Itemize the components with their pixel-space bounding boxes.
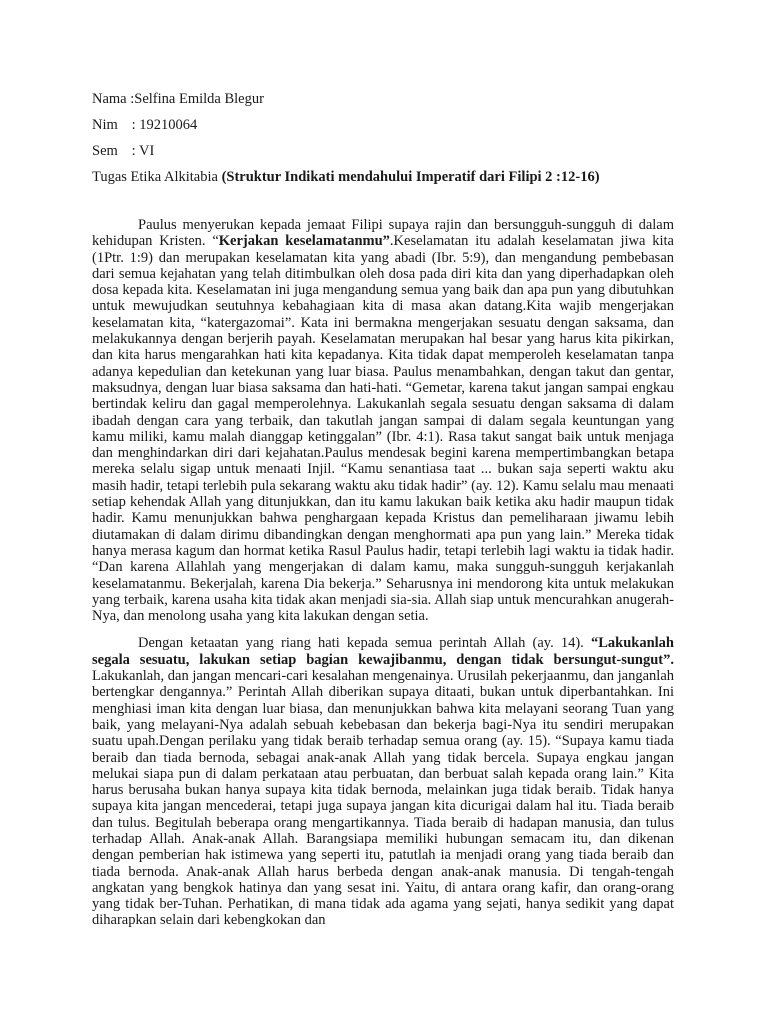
nim-label: Nim: [92, 117, 118, 133]
semester-line: [92, 138, 682, 164]
name-value: Selfina Emilda Blegur: [134, 91, 264, 107]
paragraph-2: [92, 635, 674, 928]
name-line: [92, 86, 682, 112]
assignment-prefix: Tugas Etika Alkitabia: [92, 169, 222, 185]
paragraph-2-text-a: Dengan ketaatan yang riang hati kepada semua perintah Allah (ay. 14).: [138, 635, 591, 652]
paragraph-1: [92, 217, 674, 624]
assignment-title-line: [92, 164, 682, 190]
name-label: Nama :: [92, 91, 135, 107]
nim-line: [92, 112, 682, 138]
paragraph-1-text-a: Paulus menyerukan kepada jemaat Filipi supaya rajin dan bersungguh-sungguh di dalam kehidupan Kristen. “: [92, 217, 674, 250]
nim-value: : 19210064: [128, 117, 198, 133]
paragraph-2-text-b: Lakukanlah, dan jangan mencari-cari kesalahan mengenainya. Urusilah pekerjaanmu, dan janganlah bertengkar dengannya.” Perintah Allah diberikan supaya ditaati, bukan untuk diperbantahkan. Ini menghiasi iman kita dengan luar biasa, dan menunjukkan bahwa kita melayani seorang Tuan yang baik, yang melayani-Nya adalah sebuah kebebasan dan bekerja bagi-Nya itu sendiri merupakan suatu upah.Dengan perilaku yang tidak beraib terhadap semua orang (ay. 15). “Supaya kamu tiada beraib dan tiada bernoda, sebagai anak-anak Allah yang tidak bercela. Supaya engkau jangan melukai siapa pun di dalam perkataan atau perbuatan, dan berbuat salah kepada orang lain.” Kita harus berusaha bukan hanya supaya kita tidak bernoda, melainkan juga tidak beraib. Tidak hanya supaya kita jangan mencederai, tetapi juga supaya jangan kita dicurigai dalam hal itu. Tiada beraib dan tulus. Begitulah beberapa orang mengartikannya. Tiada beraib di hadapan manusia, dan tulus terhadap Allah. Anak-anak Allah. Barangsiapa memiliki hubungan semacam itu, dan dikenan dengan pemberian hak istimewa yang seperti itu, patutlah ia menjadi orang yang tiada beraib dan tiada bernoda. Anak-anak Allah harus berbeda dengan anak-anak manusia. Di tengah-tengah angkatan yang bengkok hatinya dan yang sesat ini. Yaitu, di antara orang kafir, dan orang-orang yang tidak ber-Tuhan. Perhatikan, di mana tidak ada agama yang sejati, hanya sedikit yang dapat diharapkan selain dari kebengkokan dan: [92, 668, 674, 929]
paragraph-2-bold: “Lakukanlah segala sesuatu, lakukan setiap bagian kewajibanmu, dengan tidak bersungut-sungut”.: [92, 635, 674, 668]
student-info-header: [92, 86, 682, 190]
paragraph-1-text-b: .Keselamatan itu adalah keselamatan jiwa kita (1Ptr. 1:9) dan merupakan keselamatan kita yang abadi (Ibr. 5:9), dan mengandung pembebasan dari semua kejahatan yang telah ditimbulkan oleh dosa pada diri kita dan yang diperhadapkan oleh dosa kepada kita. Keselamatan ini juga mengandung semua yang baik dan apa pun yang dibutuhkan untuk mewujudkan seutuhnya kebahagiaan kita di masa akan datang.Kita wajib mengerjakan keselamatan kita, “katergazomai”. Kata ini bermakna mengerjakan sesuatu dengan saksama, dan melakukannya dengan berjerih payah. Keselamatan merupakan hal besar yang harus kita pikirkan, dan kita harus mengarahkan hati kita kepadanya. Kita tidak dapat memperoleh keselamatan tanpa adanya kepedulian dan ketekunan yang luar biasa. Paulus menambahkan, dengan takut dan gentar, maksudnya, dengan luar biasa saksama dan hati-hati. “Gemetar, karena takut jangan sampai engkau bertindak keliru dan gagal memperolehnya. Lakukanlah segala sesuatu dengan saksama di dalam ibadah dengan cara yang terbaik, dan takutlah jangan sampai di dalam segala keuntungan yang kamu miliki, kamu malah dianggap ketinggalan” (Ibr. 4:1). Rasa takut sangat baik untuk menjaga dan menghindarkan diri dari kejahatan.Paulus mendesak begini karena mempertimbangkan betapa mereka selalu sigap untuk menaati Injil. “Kamu senantiasa taat ... bukan saja seperti waktu aku masih hadir, tetapi terlebih pula sekarang waktu aku tidak hadir” (ay. 12). Kamu selalu mau menaati setiap kehendak Allah yang ditunjukkan, dan itu kamu lakukan baik ketika aku hadir maupun tidak hadir. Kamu menunjukkan bahwa penghargaan kepada Kristus dan pemeliharaan jiwamu lebih diutamakan di dalam dirimu dibandingkan dengan menghormati apa pun yang lain.” Mereka tidak hanya merasa kagum dan hormat ketika Rasul Paulus hadir, tetapi terlebih lagi waktu ia tidak hadir. “Dan karena Allahlah yang mengerjakan di dalam kamu, maka sungguh-sungguh kerjakanlah keselamatanmu. Bekerjalah, karena Dia bekerja.” Seharusnya ini mendorong kita untuk melakukan yang terbaik, karena usaha kita tidak akan menjadi sia-sia. Allah siap untuk mencurahkan anugerah-Nya, dan menolong usaha yang kita lakukan dengan setia.: [92, 233, 674, 625]
semester-value: : VI: [128, 143, 155, 159]
assignment-title: (Struktur Indikati mendahului Imperatif dari Filipi 2 :12-16): [221, 169, 600, 185]
paragraph-1-bold: Kerjakan keselamatanmu”: [218, 233, 390, 250]
document-body: [92, 217, 674, 940]
semester-label: Sem: [92, 143, 118, 159]
